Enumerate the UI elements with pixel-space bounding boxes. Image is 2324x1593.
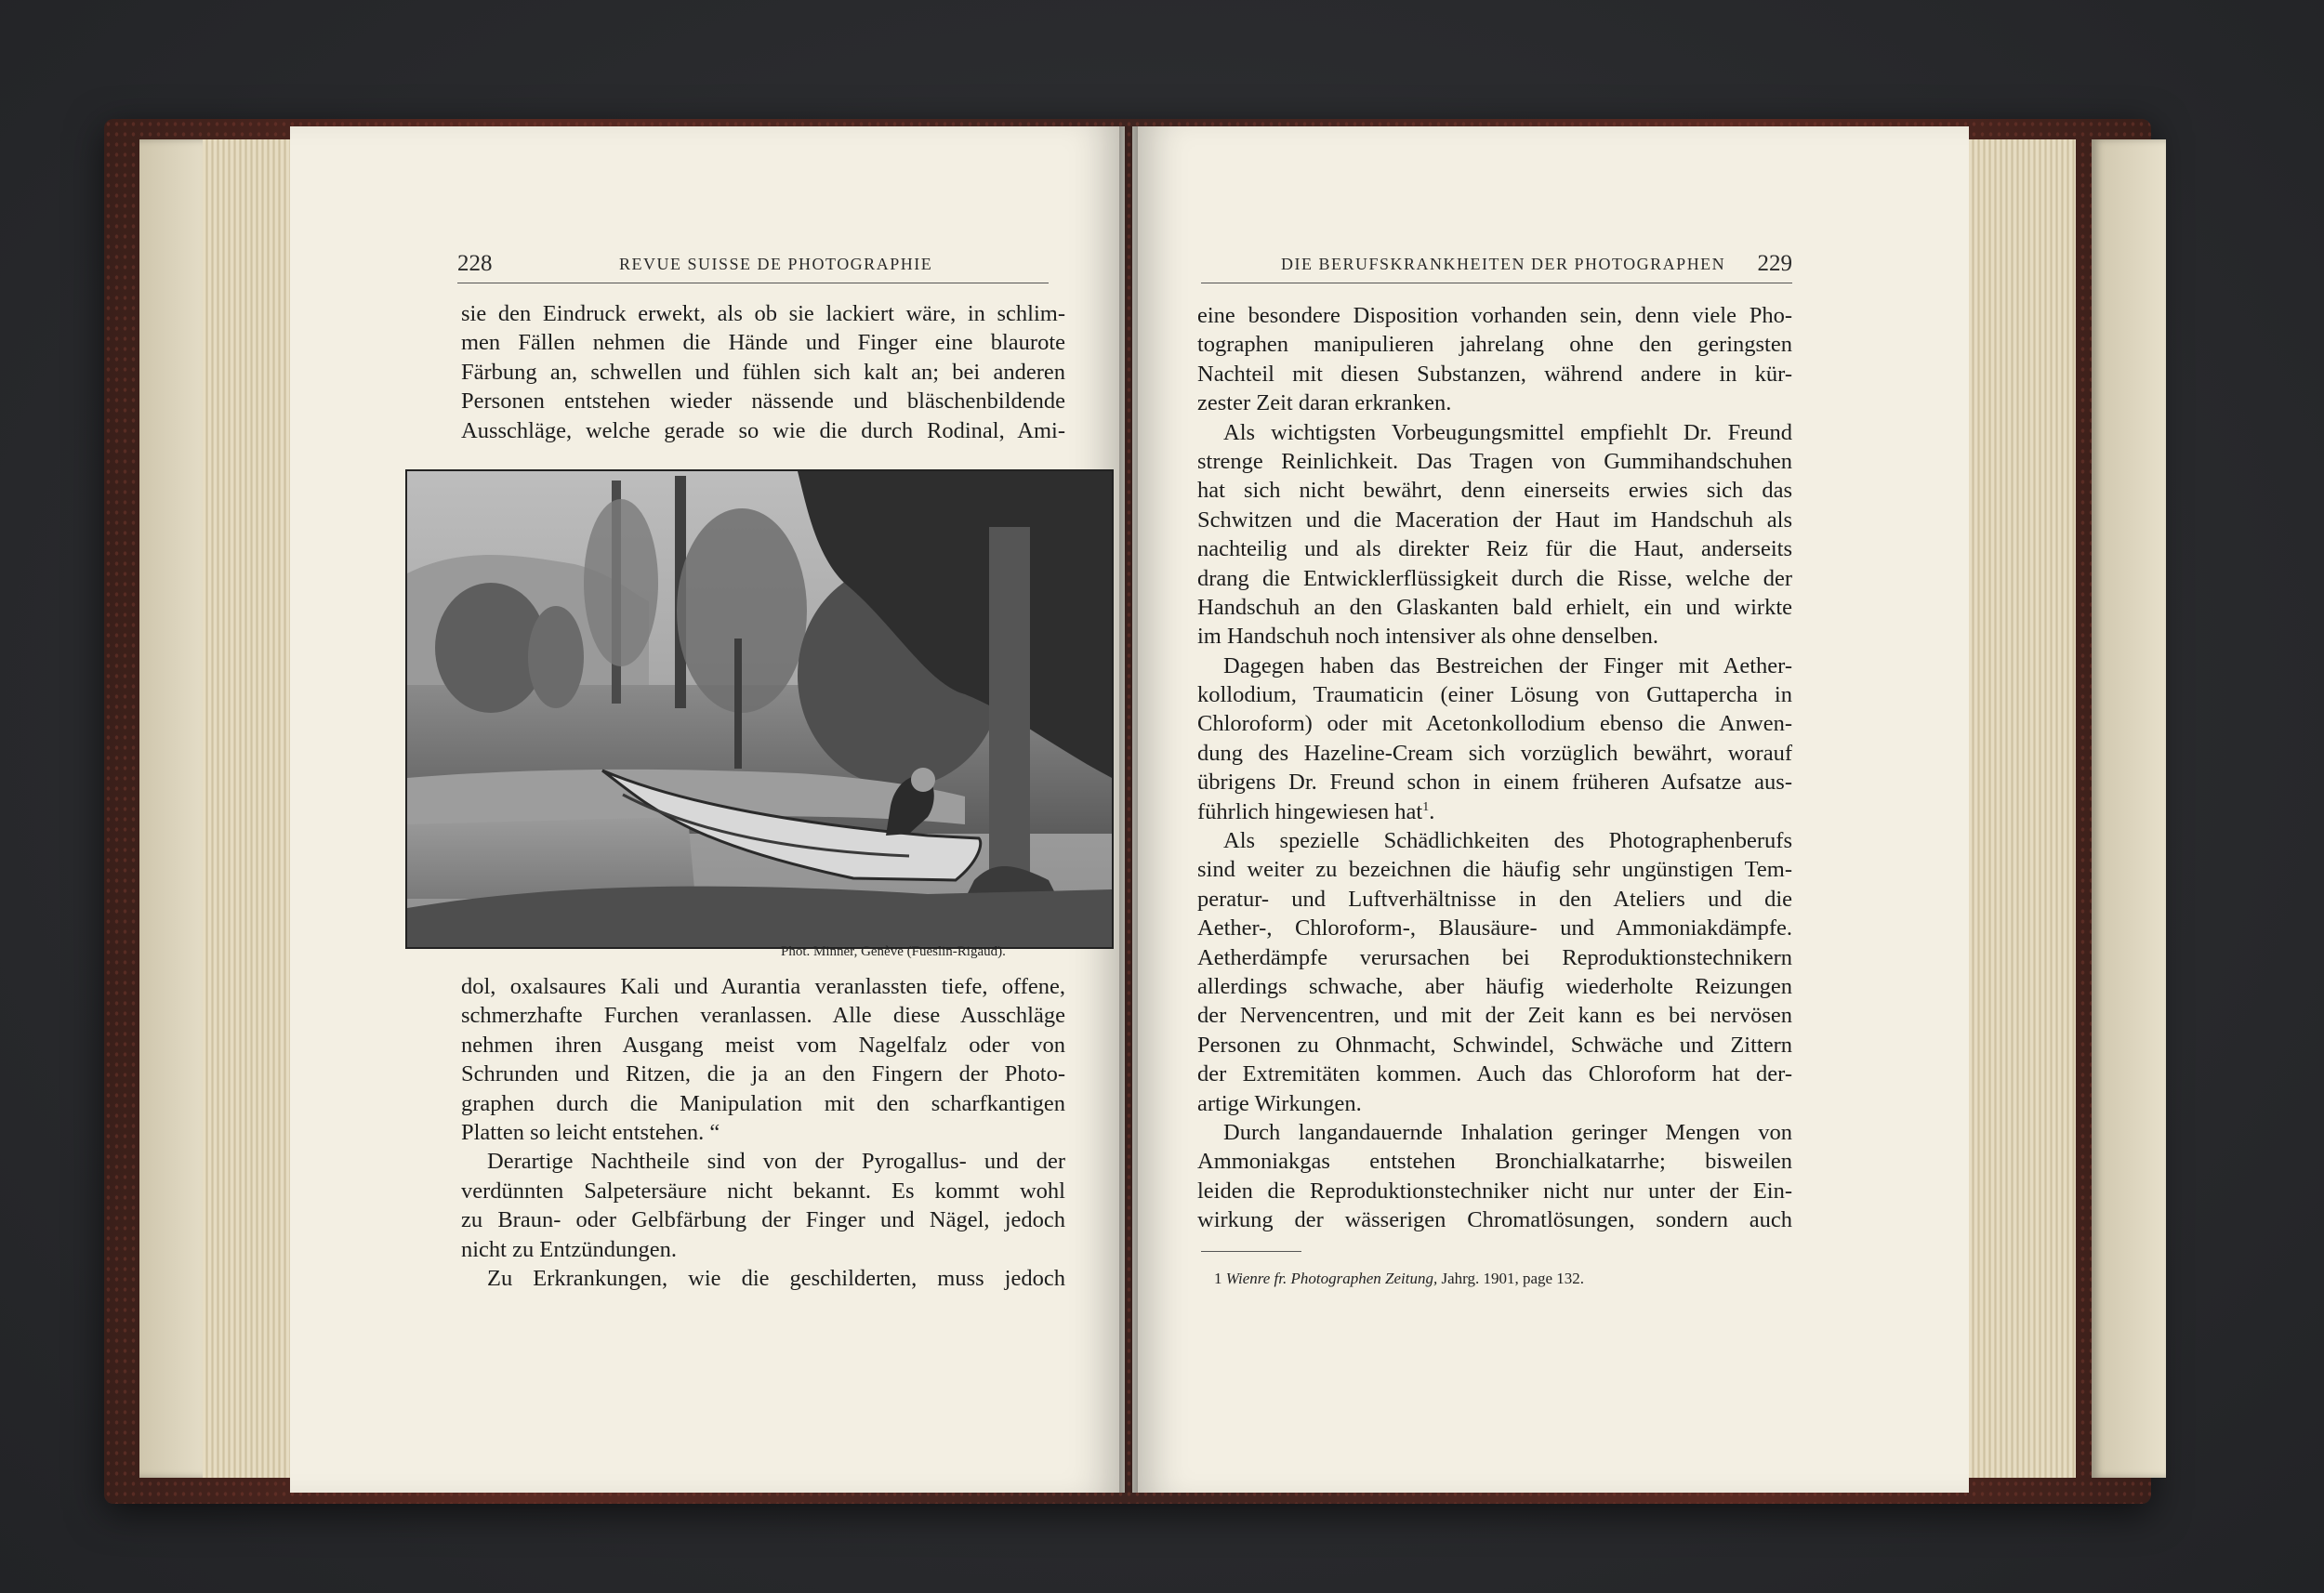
text-line: verdünnten Salpetersäure nicht bekannt. Es kommt wohl	[461, 1178, 1065, 1204]
text-line: allerdings schwache, aber häufig wiederholte Reizungen	[1197, 973, 1792, 999]
right-text	[1197, 301, 1792, 1235]
text-line: Personen zu Ohnmacht, Schwindel, Schwäche und Zittern	[1197, 1032, 1792, 1058]
left-page-number: 228	[457, 251, 493, 276]
text-line: sind weiter zu bezeichnen die häufig sehr ungünstigen Tem-	[1197, 857, 1792, 883]
photo-caption: Phot. Minner, Genève (Fueslin-Rigaud).	[781, 944, 1006, 959]
photo-illustration	[407, 471, 1112, 947]
text-line: eine besondere Disposition vorhanden sein, denn viele Pho-	[1197, 303, 1792, 328]
text-line: artige Wirkungen.	[1197, 1090, 1362, 1116]
text-line: Handschuh an den Glaskanten bald erhielt, ein und wirkte	[1197, 594, 1792, 620]
text-line: Chloroform) oder mit Acetonkollodium ebenso die Anwen-	[1197, 711, 1792, 737]
text-line: Färbung an, schwellen und fühlen sich kalt an; bei anderen	[461, 359, 1065, 385]
text-line: der Extremitäten kommen. Auch das Chloroform hat der-	[1197, 1061, 1792, 1087]
text-line: graphen durch die Manipulation mit den scharfkantigen	[461, 1090, 1065, 1116]
text-line: Platten so leicht entstehen. “	[461, 1119, 720, 1145]
text-line: Nachteil mit diesen Substanzen, während andere in kür-	[1197, 361, 1792, 387]
text-line: Personen entstehen wieder nässende und bläschenbildende	[461, 388, 1065, 415]
text-line: strenge Reinlichkeit. Das Tragen von Gummihandschuhen	[1197, 448, 1792, 474]
right-page-edges	[1969, 139, 2076, 1478]
text-line: drang die Entwicklerflüssigkeit durch die Risse, welche der	[1197, 565, 1792, 591]
text-line: führlich hingewiesen hat	[1197, 798, 1423, 824]
text-line: Ammoniakgas entstehen Bronchialkatarrhe; bisweilen	[1197, 1149, 1792, 1175]
right-running-head	[1201, 249, 1792, 283]
text-line: zester Zeit daran erkranken.	[1197, 390, 1452, 416]
text-line: Aetherdämpfe verursachen bei Reproduktionstechnikern	[1197, 944, 1792, 970]
footnote-source: Wienre fr. Photographen Zeitung,	[1225, 1270, 1438, 1287]
text-line: sie den Eindruck erwekt, als ob sie lackiert wäre, in schlim-	[461, 301, 1065, 326]
text-line: Als spezielle Schädlichkeiten des Photographenberufs	[1223, 828, 1792, 854]
text-line: dol, oxalsaures Kali und Aurantia veranlassten tiefe, offene,	[461, 974, 1065, 999]
right-endpaper	[2092, 139, 2166, 1478]
text-line: Als wichtigsten Vorbeugungsmittel empfiehlt Dr. Freund	[1223, 419, 1792, 445]
text-line: zu Braun- oder Gelbfärbung der Finger und Nägel, jedoch	[461, 1207, 1065, 1233]
book-gutter	[1119, 126, 1138, 1493]
left-text-top	[461, 299, 1065, 445]
text-line: der Nervencentren, und mit der Zeit kann es bei nervösen	[1197, 1003, 1792, 1029]
text-line: tographen manipulieren jahrelang ohne den geringsten	[1197, 332, 1792, 358]
text-line: schmerzhafte Furchen veranlassen. Alle diese Ausschläge	[461, 1003, 1065, 1029]
text-line: Dagegen haben das Bestreichen der Finger mit Aether-	[1223, 652, 1792, 678]
photograph-boat-on-pond	[405, 469, 1114, 949]
text-line: nachteilig und als direkter Reiz für die Haut, anderseits	[1197, 536, 1792, 562]
left-text-bottom	[461, 972, 1065, 1293]
text-line: nehmen ihren Ausgang meist vom Nagelfalz oder von	[461, 1032, 1065, 1058]
text-line: Ausschläge, welche gerade so wie die durch Rodinal, Ami-	[461, 417, 1065, 443]
text-line: men Fällen nehmen die Hände und Finger eine blaurote	[461, 330, 1065, 356]
text-line: wirkung der wässerigen Chromatlösungen, sondern auch	[1197, 1207, 1792, 1233]
text-line: im Handschuh noch intensiver als ohne denselben.	[1197, 624, 1659, 650]
text-line: Durch langandauernde Inhalation geringer Mengen von	[1223, 1119, 1792, 1145]
footnote-divider	[1201, 1251, 1301, 1252]
text-line: leiden die Reproduktionstechniker nicht nur unter der Ein-	[1197, 1178, 1792, 1204]
text-line: Derartige Nachtheile sind von der Pyrogallus- und der	[487, 1149, 1065, 1175]
text-line: kollodium, Traumaticin (einer Lösung von Guttapercha in	[1197, 682, 1792, 708]
footnote-marker: 1	[1214, 1270, 1222, 1287]
text-line: hat sich nicht bewährt, denn einerseits erwies sich das	[1197, 478, 1792, 504]
text-line: Zu Erkrankungen, wie die geschilderten, muss jedoch	[487, 1265, 1065, 1291]
text-line: nicht zu Entzündungen.	[461, 1236, 678, 1262]
text-line: Schrunden und Ritzen, die ja an den Fingern der Photo-	[461, 1061, 1065, 1087]
left-running-title: REVUE SUISSE DE PHOTOGRAPHIE	[619, 255, 933, 273]
footnote	[1214, 1270, 1584, 1288]
text-line: peratur- und Luftverhältnisse in den Ateliers und die	[1197, 886, 1792, 912]
text-line: Schwitzen und die Maceration der Haut im Handschuh als	[1197, 507, 1792, 533]
text-line: Aether-, Chloroform-, Blausäure- und Ammoniakdämpfe.	[1197, 915, 1792, 941]
text-line: übrigens Dr. Freund schon in einem früheren Aufsatze aus-	[1197, 770, 1792, 796]
footnote-reference: 1	[1422, 799, 1430, 814]
text-line-with-footnote: führlich hingewiesen hat$^1$.	[1197, 798, 1435, 824]
text-line: dung des Hazeline-Cream sich vorzüglich bewährt, worauf	[1197, 740, 1792, 766]
right-page-number: 229	[1757, 251, 1792, 276]
left-running-head	[457, 249, 1049, 283]
footnote-details: Jahrg. 1901, page 132.	[1441, 1270, 1585, 1287]
right-running-title: DIE BERUFSKRANKHEITEN DER PHOTOGRAPHEN	[1281, 255, 1726, 273]
